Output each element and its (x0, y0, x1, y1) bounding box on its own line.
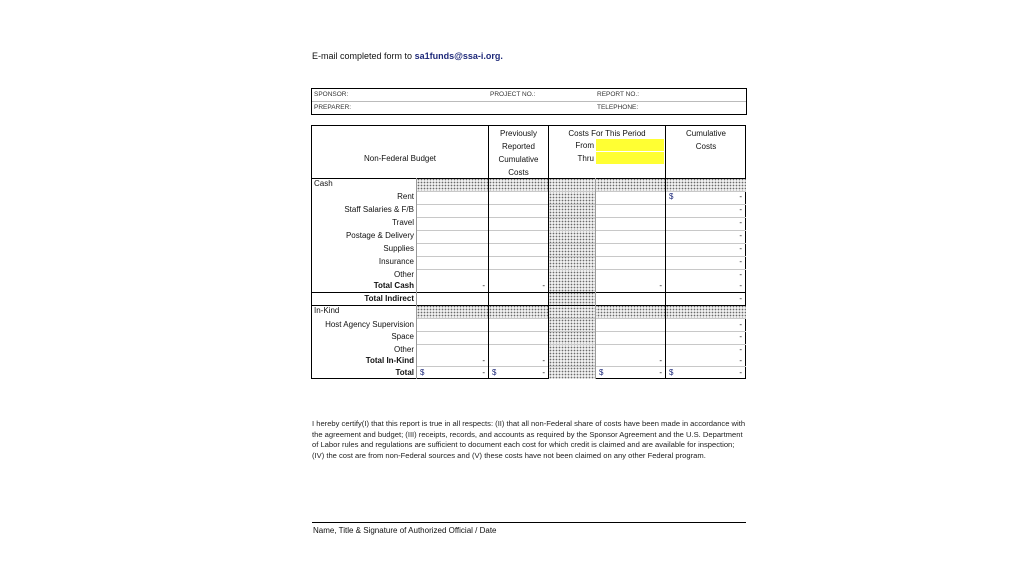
row-label-total-inkind: Total In-Kind (365, 356, 414, 365)
cumulative-total-currency: $ (669, 368, 674, 377)
cumulative-other-cash-value[interactable]: - (739, 270, 742, 279)
header-previously-reported: Previously Reported Cumulative Costs (498, 129, 539, 177)
total-inkind-budget-value[interactable]: - (482, 356, 485, 365)
row-label-total-indirect: Total Indirect (364, 294, 414, 303)
row-label-insurance: Insurance (378, 257, 414, 266)
email-prefix: E-mail completed form to (312, 51, 413, 61)
header-non-federal-budget: Non-Federal Budget (363, 154, 437, 163)
cost-report-table (311, 125, 746, 379)
period-from-input[interactable] (596, 139, 664, 151)
row-label-rent: Rent (397, 192, 414, 201)
header-from-label: From (575, 141, 594, 150)
email-address-link[interactable]: sa1funds@ssa-i.org. (414, 51, 503, 61)
total-previous-value[interactable]: - (542, 368, 545, 377)
total-cash-budget-value[interactable]: - (482, 281, 485, 290)
cumulative-postage-value[interactable]: - (739, 231, 742, 240)
row-label-staff-salaries: Staff Salaries & F/B (344, 205, 414, 214)
total-inkind-period-value[interactable]: - (659, 356, 662, 365)
row-label-other-inkind: Other (393, 345, 414, 354)
cumulative-rent-value[interactable]: - (739, 192, 742, 201)
total-budget-value[interactable]: - (482, 368, 485, 377)
cumulative-other-inkind-value[interactable]: - (739, 345, 742, 354)
sponsor-label: SPONSOR: (314, 91, 349, 98)
section-inkind: In-Kind (314, 306, 340, 315)
cumulative-host-value[interactable]: - (739, 320, 742, 329)
row-label-other-cash: Other (393, 270, 414, 279)
cumulative-total-value[interactable]: - (739, 368, 742, 377)
cumulative-staff-value[interactable]: - (739, 205, 742, 214)
cumulative-total-indirect-value[interactable]: - (739, 294, 742, 303)
cumulative-rent-currency: $ (669, 192, 674, 201)
row-label-postage: Postage & Delivery (345, 231, 414, 240)
period-thru-input[interactable] (596, 152, 664, 164)
certification-statement: I hereby certify(I) that this report is true in all respects: (II) that all non-Federal share of costs have been made in accordance with the agreement and budget; (III) receipts, records, and accounts as required by the Sponsor Agreement and the U.S. Department of Labor rules and regulations are sufficient to document each cost for which credit is claimed and are available for inspection; (IV) the cost are from non-Federal sources and (V) these costs have not been claimed on any other Federal program. (312, 419, 746, 460)
total-budget-currency: $ (420, 368, 425, 377)
header-cumulative-costs: Cumulative Costs (685, 129, 726, 151)
header-costs-this-period: Costs For This Period (568, 129, 646, 138)
signature-label: Name, Title & Signature of Authorized Official / Date (313, 526, 497, 535)
row-label-space: Space (391, 332, 414, 341)
row-label-total: Total (395, 368, 414, 377)
report-no-label: REPORT NO.: (597, 91, 640, 98)
total-cash-period-value[interactable]: - (659, 281, 662, 290)
total-period-currency: $ (599, 368, 604, 377)
cumulative-insurance-value[interactable]: - (739, 257, 742, 266)
signature-line[interactable] (312, 522, 746, 523)
cumulative-travel-value[interactable]: - (739, 218, 742, 227)
row-label-total-cash: Total Cash (373, 281, 414, 290)
cumulative-supplies-value[interactable]: - (739, 244, 742, 253)
cumulative-total-inkind-value[interactable]: - (739, 356, 742, 365)
total-previous-currency: $ (492, 368, 497, 377)
total-inkind-previous-value[interactable]: - (542, 356, 545, 365)
row-label-host-agency: Host Agency Supervision (325, 320, 414, 329)
email-instruction (312, 51, 503, 61)
project-no-label: PROJECT NO.: (490, 91, 536, 98)
section-cash: Cash (314, 179, 333, 188)
cumulative-space-value[interactable]: - (739, 332, 742, 341)
header-thru-label: Thru (577, 154, 594, 163)
total-cash-previous-value[interactable]: - (542, 281, 545, 290)
report-info-box (311, 88, 747, 115)
telephone-label: TELEPHONE: (597, 104, 639, 111)
row-label-travel: Travel (392, 218, 414, 227)
row-label-supplies: Supplies (383, 244, 414, 253)
cumulative-total-cash-value[interactable]: - (739, 281, 742, 290)
shaded-period-column (549, 178, 595, 379)
preparer-label: PREPARER: (314, 104, 352, 111)
total-period-value[interactable]: - (659, 368, 662, 377)
